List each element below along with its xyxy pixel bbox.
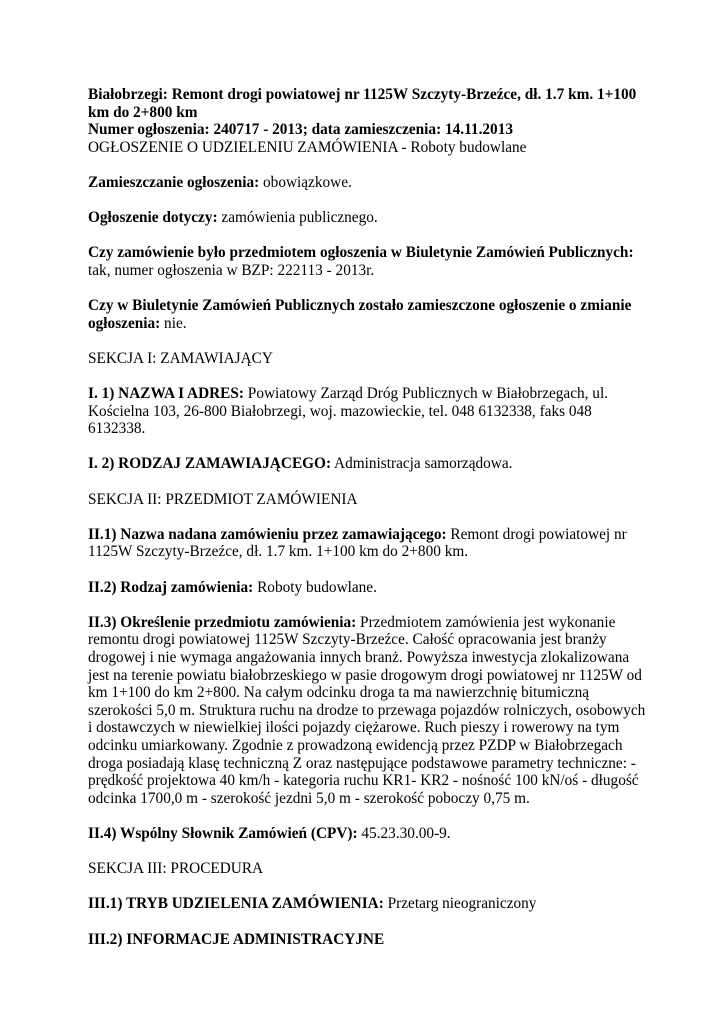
order-name-label: II.1) Nazwa nadana zamówieniu przez zamawiającego: [88,525,447,543]
bzp-value: tak, numer ogłoszenia w BZP: 222113 - 2013r. [88,261,375,279]
procedure-mode-value: Przetarg nieograniczony [383,895,537,913]
order-subject-field [88,614,648,808]
obligation-field [88,174,648,192]
bzp-label: Czy zamówienie było przedmiotem ogłoszenia w Biuletynie Zamówień Publicznych: [88,244,634,262]
change-value: nie. [160,314,187,332]
obligation-value: obowiązkowe. [259,173,352,191]
contracting-name-value: Powiatowy Zarząd Dróg Publicznych w Białobrzegach, ul. Kościelna 103, 26-800 Białobrzegi, woj. mazowieckie, tel. 048 6132338, faks 048 6132338. [88,385,609,438]
announcement-number [88,121,648,139]
announcement-number-text: Numer ogłoszenia: 240717 - 2013; data zamieszczenia: 14.11.2013 [88,121,513,139]
contracting-kind-field [88,455,648,473]
order-kind-field [88,579,648,597]
cpv-label: II.4) Wspólny Słownik Zamówień (CPV): [88,824,358,842]
admin-info-label: III.2) INFORMACJE ADMINISTRACYJNE [88,930,385,948]
section-1-heading: SEKCJA I: ZAMAWIAJĄCY [88,349,273,367]
order-subject-label: II.3) Określenie przedmiotu zamówienia: [88,613,357,631]
section-3-heading: SEKCJA III: PROCEDURA [88,860,264,878]
admin-info-heading [88,931,648,949]
order-kind-label: II.2) Rodzaj zamówienia: [88,578,254,596]
document-title [88,86,648,121]
section-2-heading: SEKCJA II: PRZEDMIOT ZAMÓWIENIA [88,490,358,508]
change-field [88,297,648,332]
order-kind-value: Roboty budowlane. [253,578,377,596]
cpv-field [88,825,648,843]
announcement-type: OGŁOSZENIE O UDZIELENIU ZAMÓWIENIA - Roboty budowlane [88,138,527,156]
contracting-kind-label: I. 2) RODZAJ ZAMAWIAJĄCEGO: [88,455,332,473]
cpv-value: 45.23.30.00-9. [357,824,451,842]
procedure-mode-field [88,895,648,913]
contracting-name-field [88,385,648,438]
document-page [88,86,648,948]
procedure-mode-label: III.1) TRYB UDZIELENIA ZAMÓWIENIA: [88,895,384,913]
concerns-value: zamówienia publicznego. [217,209,378,227]
order-subject-value: Przedmiotem zamówienia jest wykonanie remontu drogi powiatowej 1125W Szczyty-Brzeźce. Całość opracowania jest branży drogowej i nie wymaga angażowania innych branż. Powyższa inwestycja zlokalizowana jest na terenie powiatu białobrzeskiego w pasie drogowym drogi powiatowej nr 1125W od km 1+100 do km 2+800. Na całym odcinku droga ta ma nawierzchnię bitumiczną szerokości 5,0 m. Struktura ruchu na drodze to przewaga pojazdów rolniczych, osobowych i dostawczych w niewielkiej ilości pojazdy ciężarowe. Ruch pieszy i rowerowy na tym odcinku umiarkowany. Zgodnie z prowadzoną ewidencją przez PZDP w Białobrzegach droga posiadają klasę techniczną Z oraz następujące podstawowe parametry techniczne: - prędkość projektowa 40 km/h - kategoria ruchu KR1- KR2 - nośność 100 kN/oś - długość odcinka 1700,0 m - szerokość jezdni 5,0 m - szerokość poboczy 0,75 m. [88,613,646,807]
bzp-field [88,244,648,279]
concerns-field [88,209,648,227]
order-name-value: Remont drogi powiatowej nr 1125W Szczyty-Brzeźce, dł. 1.7 km. 1+100 km do 2+800 km. [88,525,627,561]
obligation-label: Zamieszczanie ogłoszenia: [88,173,260,191]
contracting-kind-value: Administracja samorządowa. [331,455,513,473]
change-label: Czy w Biuletynie Zamówień Publicznych zostało zamieszczone ogłoszenie o zmianie ogłoszenia: [88,297,632,332]
document-title-text: Białobrzegi: Remont drogi powiatowej nr 1125W Szczyty-Brzeźce, dł. 1.7 km. 1+100 km do 2+800 km [88,86,637,121]
contracting-name-label: I. 1) NAZWA I ADRES: [88,385,244,403]
order-name-field [88,526,648,561]
concerns-label: Ogłoszenie dotyczy: [88,209,218,227]
